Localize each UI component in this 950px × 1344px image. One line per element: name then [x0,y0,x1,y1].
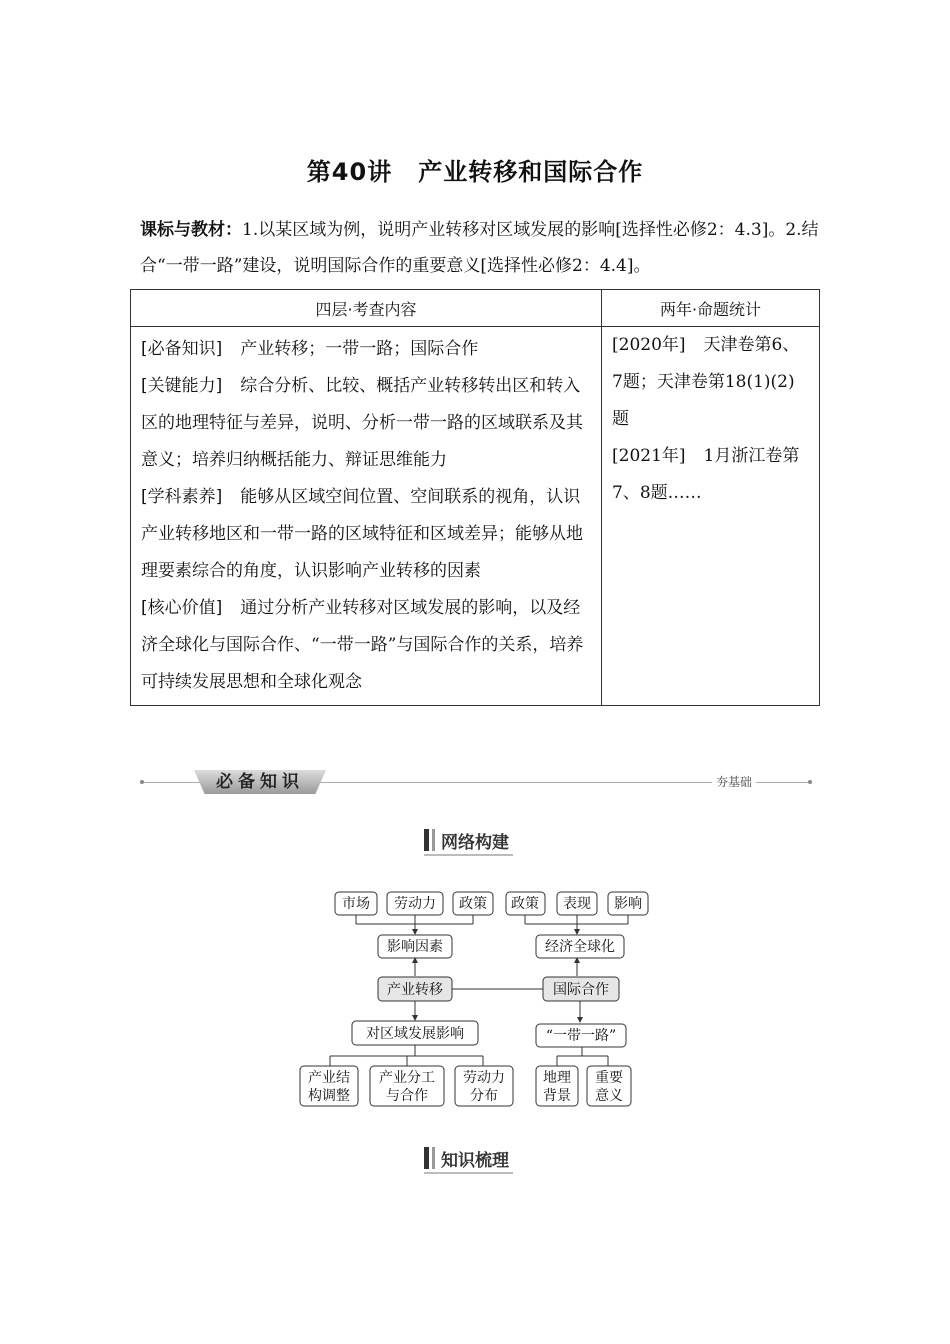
curriculum-intro [140,212,820,284]
heading-bar-icon [424,1147,429,1169]
label-policy-left: 政策 [459,896,487,912]
label-labor: 劳动力 [394,896,436,912]
label-impact-item: 劳动力 [463,1070,505,1086]
label-policy-right: 政策 [511,896,539,912]
label-impact-item: 产业分工 [379,1070,435,1086]
label-impact-item: 产业结 [308,1070,350,1086]
heading-bar-icon [432,1147,435,1169]
layer-item: [必备知识] 产业转移；一带一路；国际合作 [141,339,479,359]
label-belt-item: 重要 [595,1070,623,1086]
stat-item: [2021年] 1月浙江卷第7、8题…… [612,446,800,503]
section-banner [140,770,812,796]
label-intl-cooperation: 国际合作 [553,982,609,998]
heading-bar-icon [432,829,435,851]
layer-item: [学科素养] 能够从区域空间位置、空间联系的视角，认识产业转移地区和一带一路的区域特征和区域差异；能够从地理要素综合的角度，认识影响产业转移的因素 [141,487,583,581]
exam-content-table [130,289,820,706]
knowledge-network-diagram [290,880,670,1120]
intro-text: 1.以某区域为例，说明产业转移对区域发展的影响[选择性必修2：4.3]。2.结合“一带一路”建设，说明国际合作的重要意义[选择性必修2：4.4]。 [140,220,819,276]
label-belt-item: 意义 [595,1088,623,1104]
banner-dot [140,780,144,784]
layers-cell [131,327,602,706]
intro-label: 课标与教材： [140,220,242,240]
layer-item: [关键能力] 综合分析、比较、概括产业转移转出区和转入区的地理特征与差异，说明、分析一带一路的区域联系及其意义；培养归纳概括能力、辩证思维能力 [141,376,583,470]
section-heading-knowledge: 知识梳理 [424,1144,513,1174]
col2-header: 两年·命题统计 [602,290,820,327]
label-impact-item: 分布 [470,1088,498,1104]
lecture-topic: 产业转移和国际合作 [418,158,644,186]
label-impact-item: 构调整 [308,1088,350,1104]
label-belt-road: “一带一路” [545,1028,617,1044]
banner-subtitle: 夯基础 [712,774,756,790]
label-globalization: 经济全球化 [545,939,615,955]
label-influence: 影响 [614,896,642,912]
label-belt-item: 地理 [543,1070,571,1086]
label-performance: 表现 [563,896,591,912]
heading-bar-icon [424,829,429,851]
col1-header: 四层·考查内容 [131,290,602,327]
label-factors: 影响因素 [387,939,443,955]
stats-cell [602,327,820,706]
lecture-number: 第40讲 [306,158,393,186]
label-belt-item: 背景 [543,1088,571,1104]
banner-title: 必备知识 [216,772,304,792]
layer-item: [核心价值] 通过分析产业转移对区域发展的影响，以及经济全球化与国际合作、“一带一路”与国际合作的关系，培养可持续发展思想和全球化观念 [141,598,584,692]
label-industry-transfer: 产业转移 [387,982,443,998]
stat-item: [2020年] 天津卷第6、7题；天津卷第18(1)(2)题 [612,335,800,429]
label-market: 市场 [342,896,370,912]
label-regional-impact: 对区域发展影响 [366,1026,464,1042]
page-title [0,152,950,187]
banner-dot [808,780,812,784]
section-heading-network: 网络构建 [424,826,513,856]
label-impact-item: 与合作 [386,1088,428,1104]
